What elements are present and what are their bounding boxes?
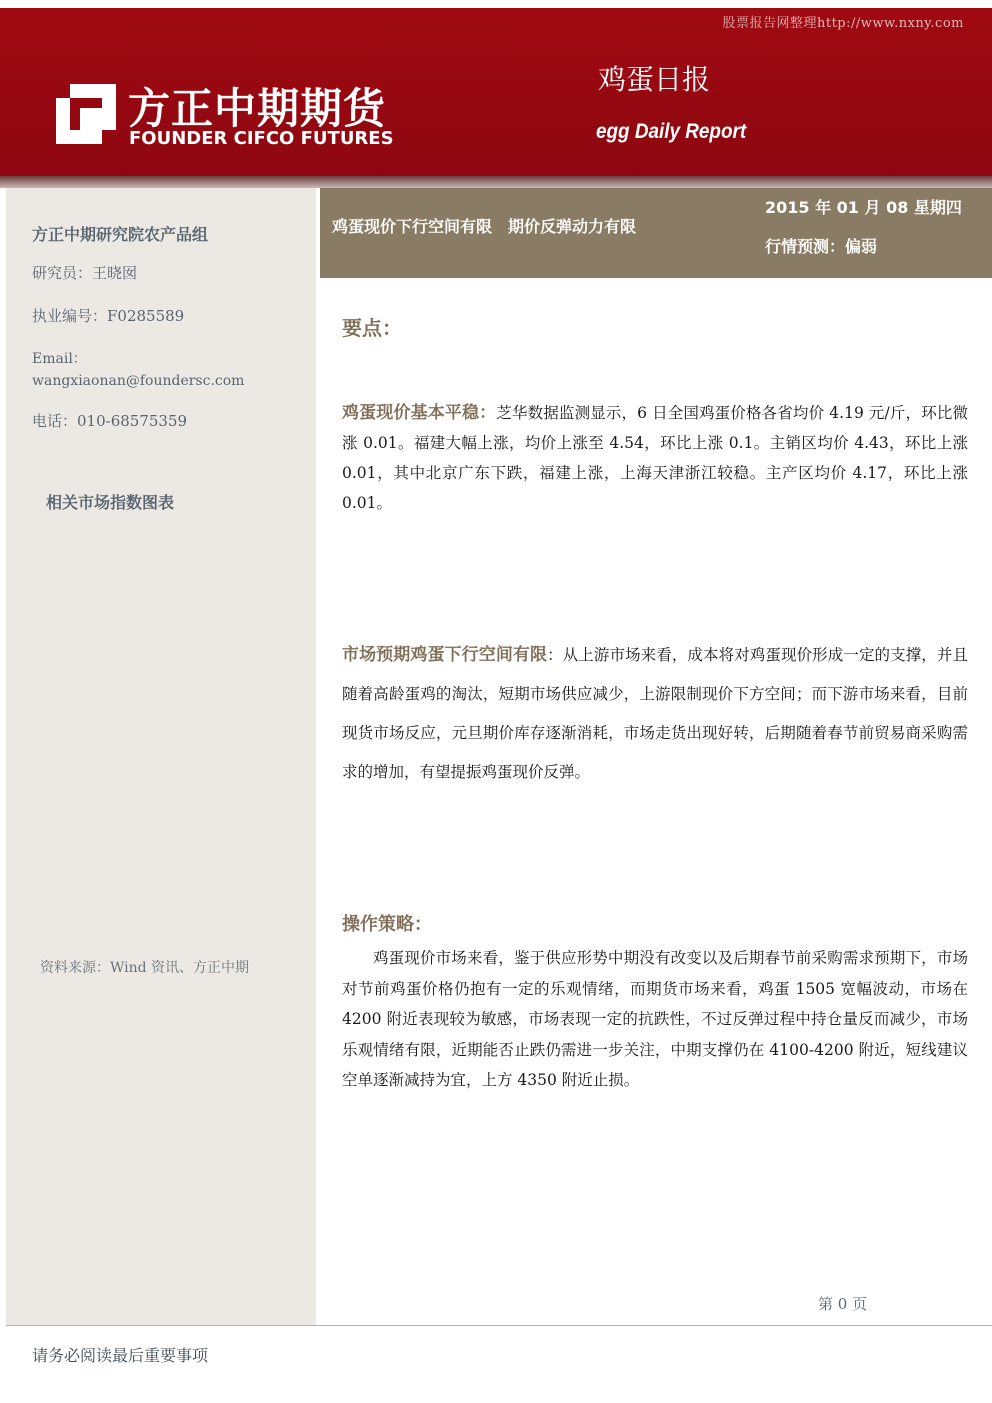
- strategy-text: 鸡蛋现价市场来看，鉴于供应形势中期没有改变以及后期春节前采购需求预期下，市场对节前鸡蛋价格仍抱有一定的乐观情绪，而期货市场来看，鸡蛋 1505 宽幅波动，市场在 4200 附近表现较为敏感，市场表现一定的抗跌性，不过反弹过程中持仓量反而减少，市场乐观情绪有限，近期能否止跌仍需进一步关注，中期支撑仍在 4100-4200 附近，短线建议空单逐渐减持为宜，上方 4350 附近止损。: [342, 949, 968, 1089]
- section-market-expectation: [342, 636, 968, 792]
- section-market-expectation-text: ：从上游市场来看，成本将对鸡蛋现价形成一定的支撑，并且随着高龄蛋鸡的淘汰，短期市场供应减少，上游限制现价下方空间；而下游市场来看，目前现货市场反应，元旦期价库存逐渐消耗，市场走货出现好转，后期随着春节前贸易商采购需求的增加，有望提振鸡蛋现价反弹。: [342, 646, 968, 781]
- sidebar-org: 方正中期研究院农产品组: [32, 225, 209, 244]
- section-market-expectation-lead: 市场预期鸡蛋下行空间有限: [342, 645, 548, 665]
- strategy-heading: 操作策略：: [342, 914, 432, 935]
- section-spot-price: [342, 398, 968, 518]
- watermark: 股票报告网整理http://www.nxny.com: [722, 16, 964, 31]
- banner-headline: 鸡蛋现价下行空间有限 期价反弹动力有限: [332, 217, 637, 236]
- section-spot-price-lead: 鸡蛋现价基本平稳：: [342, 403, 497, 423]
- footer-disclaimer[interactable]: 请务必阅读最后重要事项: [32, 1346, 209, 1365]
- logo-chinese-name: 方正中期期货: [128, 84, 387, 133]
- sidebar-email-block: [32, 348, 244, 392]
- banner-forecast: 行情预测：偏弱: [765, 237, 878, 256]
- sidebar-researcher: 研究员：王晓囡: [32, 264, 138, 282]
- sidebar-email-label: Email：: [32, 351, 87, 367]
- banner-date: 2015 年 01 月 08 星期四: [765, 198, 962, 217]
- section-spot-price-text: 芝华数据监测显示，6 日全国鸡蛋价格各省均价 4.19 元/斤，环比微涨 0.01。福建大幅上涨，均价上涨至 4.54，环比上涨 0.1。主销区均价 4.43，环比上涨 0.01，其中北京广东下跌，福建上涨，上海天津浙江较稳。主产区均价 4.17，环比上涨 0.01。: [342, 404, 968, 512]
- report-subtitle: egg Daily Report: [596, 120, 747, 143]
- logo-english-name: FOUNDER CIFCO FUTURES: [129, 128, 394, 149]
- sidebar-phone: 电话：010-68575359: [32, 412, 188, 430]
- report-title: 鸡蛋日报: [598, 63, 711, 96]
- page-number: 第 0 页: [818, 1295, 868, 1313]
- founder-logo-icon: [56, 84, 116, 144]
- sidebar-charts-title: 相关市场指数图表: [46, 493, 175, 512]
- footer-divider: [6, 1325, 992, 1326]
- sidebar-source: 资料来源：Wind 资讯、方正中期: [40, 960, 250, 976]
- sidebar-license: 执业编号：F0285589: [32, 307, 185, 325]
- key-points-heading: 要点：: [342, 316, 402, 340]
- sidebar-email[interactable]: wangxiaonan@foundersc.com: [32, 373, 245, 389]
- header-shadow: [0, 176, 992, 188]
